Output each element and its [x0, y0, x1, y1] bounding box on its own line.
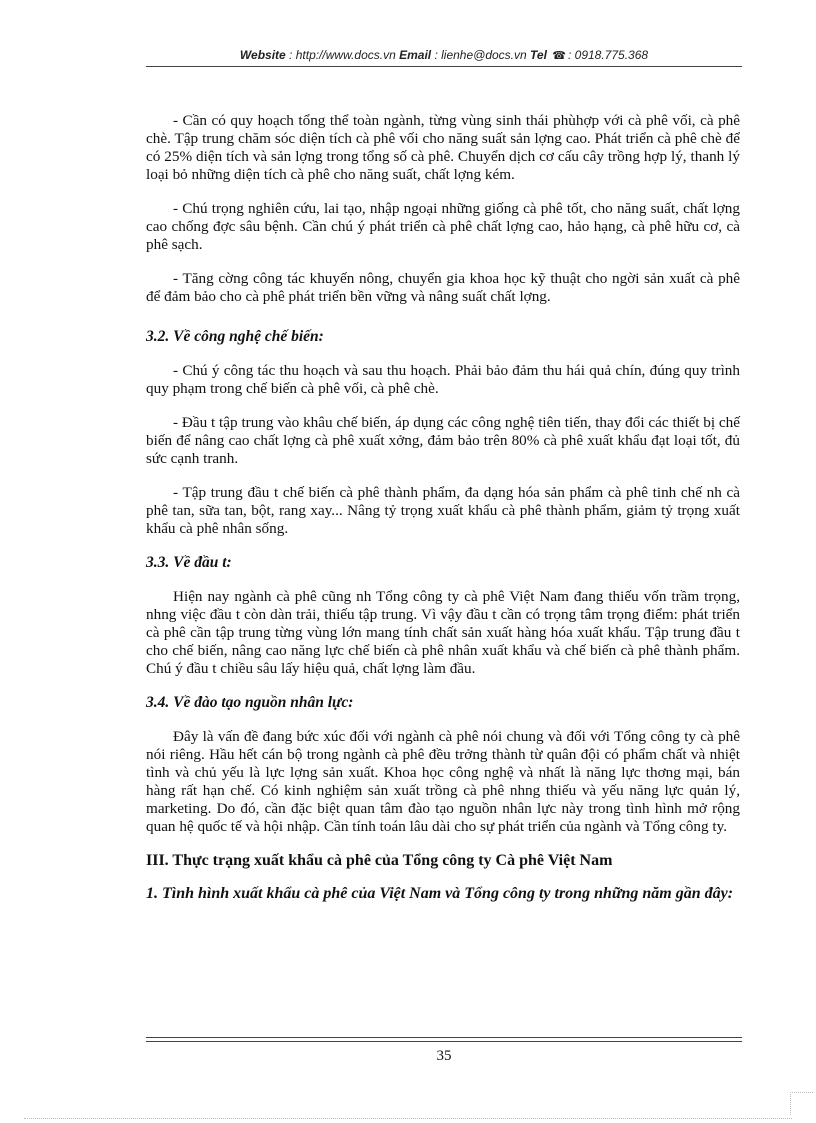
- heading-export-situation: III. Thực trạng xuất khẩu cà phê của Tổng công ty Cà phê Việt Nam: [146, 852, 613, 869]
- paragraph-human-resources: Đây là vấn đề đang bức xúc đối với ngành cà phê nói chung và đối với Tổng công ty cà phê nói riêng. Hầu hết cán bộ trong ngành cà phê đều trởng thành từ quân đội có phẩm chất và nhiệt tình và chủ yếu là lực lợng sản xuất. Khoa học công nghệ và nhất là năng lực thơng mại, bán hàng rất hạn chế. Có kinh nghiệm sản xuất trồng cà phê nhng thiếu và yếu năng lực quản lý, marketing. Do đó, cần đặc biệt quan tâm đào tạo nguồn nhân lực này trong tình hình mở rộng quan hệ quốc tế và hội nhập. Cần tính toán lâu dài cho sự phát triển của ngành và Tổng công ty.: [146, 728, 740, 835]
- paragraph-planning: - Cần có quy hoạch tổng thể toàn ngành, từng vùng sinh thái phùhợp với cà phê vối, cà phê chè. Tập trung chăm sóc diện tích cà phê vối cho năng suất sản lợng cao. Phát triển cà phê chè để có 25% diện tích và sản lợng trong tổng số cà phê. Chuyển dịch cơ cấu cây trồng hợp lý, thanh lý loại bỏ những diện tích cà phê cho năng suất, chất lợng kém.: [146, 112, 740, 183]
- heading-export-recent-years: 1. Tình hình xuất khẩu cà phê của Việt Nam và Tổng công ty trong những năm gần đây:: [146, 885, 734, 902]
- paragraph-finished-products: - Tập trung đầu t chế biến cà phê thành phẩm, đa dạng hóa sản phẩm cà phê tinh chế nh cà phê tan, sữa tan, bột, rang xay... Nâng tỷ trọng xuất khẩu cà phê thành phẩm, giảm tỷ trọng xuất khẩu cà phê nhân sống.: [146, 484, 740, 537]
- paragraph-extension: - Tăng cờng công tác khuyến nông, chuyển gia khoa học kỹ thuật cho ngời sản xuất cà phê để đảm bảo cho cà phê phát triển bền vững và nâng suất chất lợng.: [146, 270, 740, 305]
- page-number: 35: [436, 1048, 452, 1064]
- email-value: : lienhe@docs.vn: [431, 48, 531, 62]
- tel-value: : 0918.775.368: [567, 48, 649, 62]
- header-rule: [146, 66, 742, 67]
- paragraph-processing-investment: - Đầu t tập trung vào khâu chế biến, áp dụng các công nghệ tiên tiến, thay đổi các thiết bị chế biến để nâng cao chất lợng cà phê xuất xởng, đảm bảo trên 80% cà phê xuất khẩu đạt loại tốt, đủ sức cạnh tranh.: [146, 414, 740, 467]
- email-label: Email: [399, 48, 432, 62]
- website-label: Website: [239, 48, 286, 62]
- heading-processing-technology: 3.2. Về công nghệ chế biến:: [146, 328, 324, 345]
- website-value: : http://www.docs.vn: [285, 48, 400, 62]
- heading-investment: 3.3. Về đầu t:: [146, 554, 232, 571]
- page-bottom-border: [24, 1118, 792, 1119]
- paragraph-research: - Chú trọng nghiên cứu, lai tạo, nhập ngoại những giống cà phê tốt, cho năng suất, chất lợng cao chống đợc sâu bệnh. Cần chú ý phát triển cà phê chất lợng cao, hảo hạng, cà phê hữu cơ, cà phê sạch.: [146, 200, 740, 253]
- tel-label: Tel: [530, 48, 547, 62]
- paragraph-harvest: - Chú ý công tác thu hoạch và sau thu hoạch. Phải bảo đảm thu hái quả chín, đúng quy trình quy phạm trong chế biến cà phê vối, cà phê chè.: [146, 362, 740, 397]
- page-corner-mark: [790, 1092, 813, 1115]
- document-body: [146, 112, 740, 903]
- paragraph-investment: Hiện nay ngành cà phê cũng nh Tổng công ty cà phê Việt Nam đang thiếu vốn trầm trọng, nhng việc đầu t còn dàn trải, thiếu tập trung. Vì vậy đầu t cần có trọng tâm trọng điểm: phát triển cà phê cần tập trung từng vùng lớn mang tính chất sản xuất hàng hóa xuất khẩu. Tập trung đầu t cho chế biến, nâng cao năng lực chế biến cà phê nhân xuất khẩu và chế biến cà phê thành phẩm. Chú ý đầu t chiều sâu lấy hiệu quả, chất lợng làm đầu.: [146, 588, 740, 677]
- footer-rule-bottom: [146, 1041, 742, 1042]
- footer-rule-top: [146, 1037, 742, 1038]
- phone-icon: ☎: [552, 50, 566, 62]
- page-header: [146, 48, 742, 62]
- heading-human-resources: 3.4. Về đào tạo nguồn nhân lực:: [146, 694, 354, 711]
